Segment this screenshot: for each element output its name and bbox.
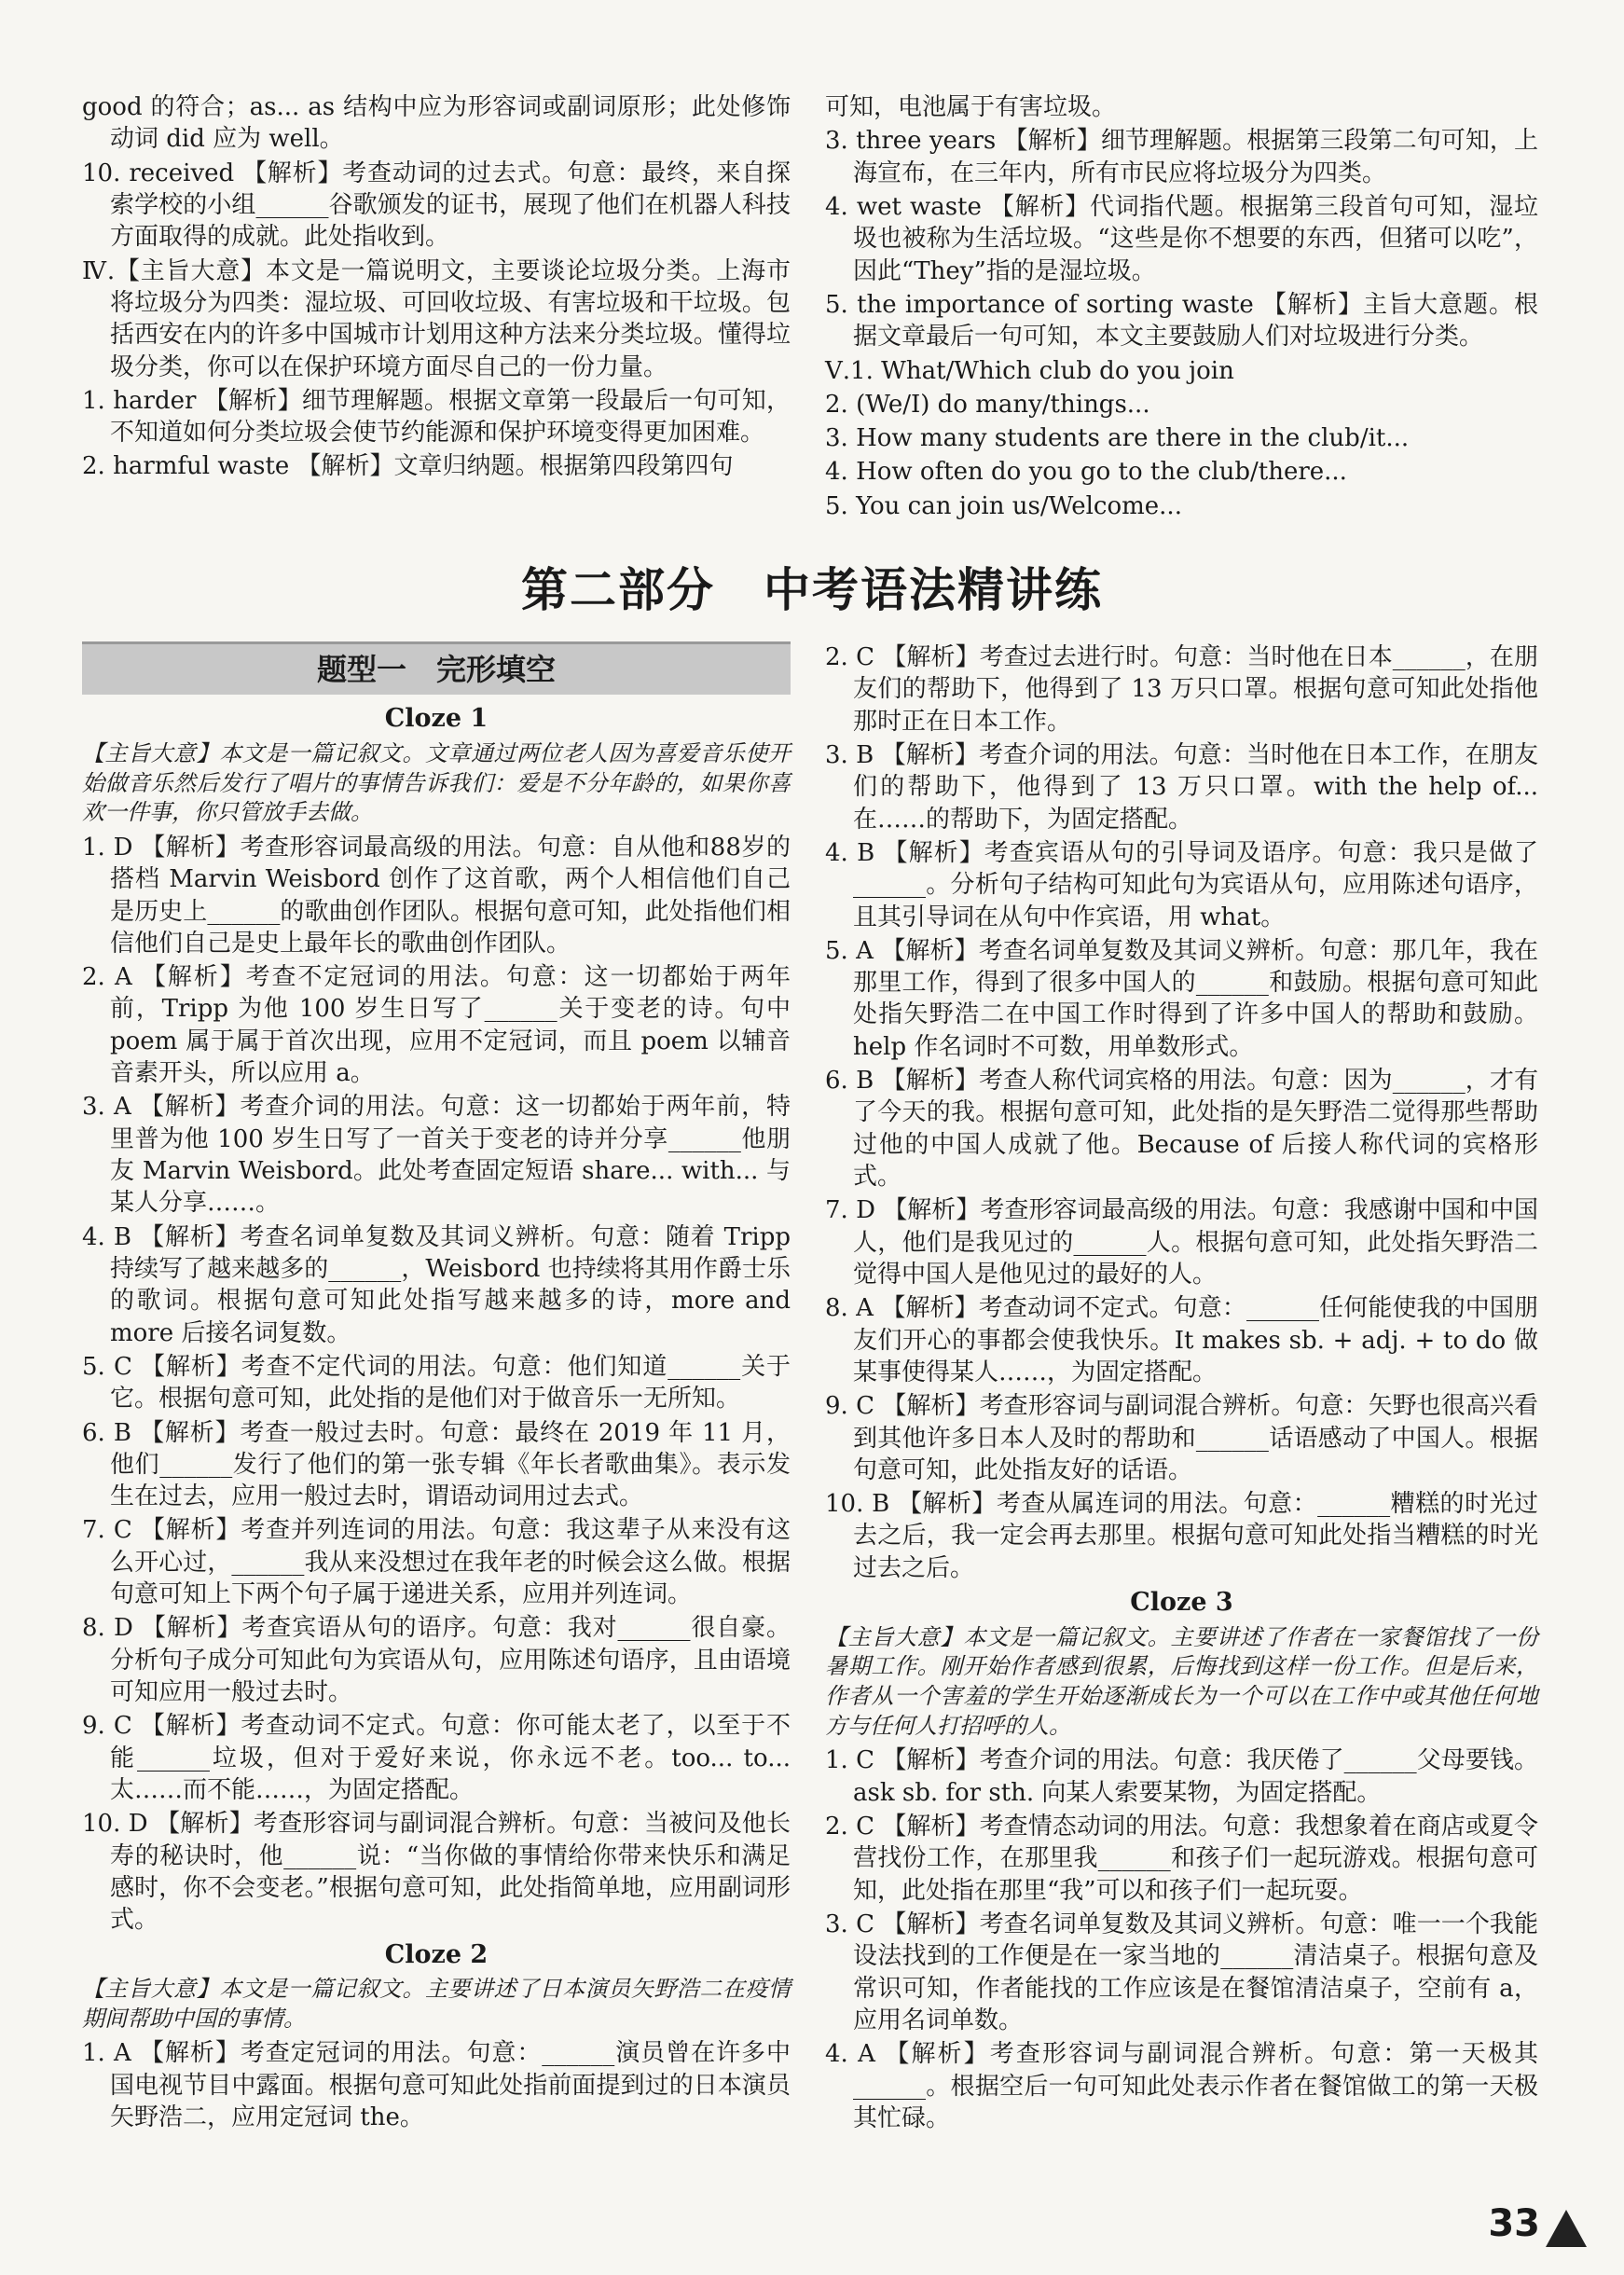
answer-item: 1. C 【解析】考查介词的用法。句意：我厌倦了______父母要钱。ask sb. for sth. 向某人索要某物，为固定搭配。: [825, 1746, 1538, 1807]
answer-item: 4. B 【解析】考查宾语从句的引导词及语序。句意：我只是做了______。分析句子结构可知此句为宾语从句，应用陈述句语序，且其引导词在从句中作宾语，用 what。: [825, 838, 1538, 931]
cloze1-summary: 【主旨大意】本文是一篇记叙文。文章通过两位老人因为喜爱音乐使开始做音乐然后发行了唱片的事情告诉我们：爱是不分年龄的，如果你喜欢一件事，你只管放手去做。: [82, 739, 791, 826]
answer-item: 3. three years 【解析】细节理解题。根据第三段第二句可知，上海宣布，在三年内，所有市民应将垃圾分为四类。: [825, 127, 1538, 187]
cloze1-answers: [82, 832, 791, 1937]
answer-item: 2. A 【解析】考查不定冠词的用法。句意：这一切都始于两年前，Tripp 为他 100 岁生日写了______关于变老的诗。句中 poem 属于属于首次出现，应用不定冠词，而且 poem 以辅音音素开头，所以应用 a。: [82, 963, 791, 1088]
answer-item: Ⅴ.1. What/Which club do you join: [825, 356, 1234, 385]
answer-item: 4. B 【解析】考查名词单复数及其词义辨析。句意：随着 Tripp 持续写了越来越多的______，Weisbord 也持续将其用作爵士乐的歌词。根据句意可知此处指写越来越多的诗，more and more 后接名词复数。: [82, 1222, 791, 1347]
cloze3-summary: 【主旨大意】本文是一篇记叙文。主要讲述了作者在一家餐馆找了一份暑期工作。刚开始作者感到很累，后悔找到这样一份工作。但是后来，作者从一个害羞的学生开始逐渐成长为一个可以在工作中或其他任何地方与任何人打招呼的人。: [825, 1623, 1538, 1739]
answer-item: 7. D 【解析】考查形容词最高级的用法。句意：我感谢中国和中国人，他们是我见过的______人。根据句意可知，此处指矢野浩二觉得中国人是他见过的最好的人。: [825, 1196, 1538, 1289]
answer-item: 2. C 【解析】考查过去进行时。句意：当时他在日本______，在朋友们的帮助下，他得到了 13 万只口罩。根据句意可知此处指他那时正在日本工作。: [825, 643, 1538, 736]
answer-item: 8. D 【解析】考查宾语从句的语序。句意：我对______很自豪。分析句子成分可知此句为宾语从句，应用陈述句语序，且由语境可知应用一般过去时。: [82, 1614, 791, 1706]
left-column: [82, 641, 791, 2135]
cloze1-title: Cloze 1: [384, 704, 489, 734]
answer-item: 3. C 【解析】考查名词单复数及其词义辨析。句意：唯一一个我能设法找到的工作便是在一家当地的______清洁桌子。根据句意及常识可知，作者能找的工作应该是在餐馆清洁桌子，空前有 a，应用名词单数。: [825, 1910, 1538, 2034]
answer-item: 4. How often do you go to the club/there...: [825, 458, 1347, 487]
publisher-logo-icon: [1546, 2210, 1587, 2247]
answer-item: 1. harder 【解析】细节理解题。根据文章第一段最后一句可知，不知道如何分类垃圾会使节约能源和保护环境变得更加困难。: [82, 386, 791, 448]
answer-item: 8. A 【解析】考查动词不定式。句意：______任何能使我的中国朋友们开心的事都会使我快乐。It makes sb. + adj. + to do 做某事使得某人……，为固定搭配。: [825, 1294, 1538, 1386]
answer-item: 3. B 【解析】考查介词的用法。句意：当时他在日本工作，在朋友们的帮助下，他得到了 13 万只口罩。with the help of... 在……的帮助下，为固定搭配。: [825, 740, 1538, 834]
answer-item: 4. A 【解析】考查形容词与副词混合辨析。句意：第一天极其______。根据空后一句可知此处表示作者在餐馆做工的第一天极其忙碌。: [825, 2040, 1538, 2132]
answer-item: 1. A 【解析】考查定冠词的用法。句意：______演员曾在许多中国电视节目中露面。根据句意可知此处指前面提到过的日本演员矢野浩二，应用定冠词 the。: [82, 2039, 791, 2132]
answer-item: 3. A 【解析】考查介词的用法。句意：这一切都始于两年前，特里普为他 100 岁生日写了一首关于变老的诗并分享______他朋友 Marvin Weisbord。此处考查固定短语 share... with... 与某人分享……。: [82, 1093, 791, 1218]
cloze2-title: Cloze 2: [384, 1939, 489, 1969]
answer-item: 6. B 【解析】考查一般过去时。句意：最终在 2019 年 11 月，他们______发行了他们的第一张专辑《年长者歌曲集》。表示发生在过去，应用一般过去时，谓语动词用过去式。: [82, 1418, 791, 1511]
answer-item: 4. wet waste 【解析】代词指代题。根据第三段首句可知，湿垃圾也被称为生活垃圾。“这些是你不想要的东西，但猪可以吃”，因此“They”指的是湿垃圾。: [825, 192, 1538, 285]
answer-item: 1. D 【解析】考查形容词最高级的用法。句意：自从他和88岁的搭档 Marvin Weisbord 创作了这首歌，两个人相信他们自己是历史上______的歌曲创作团队。根据句意可知，此处指他们相信他们自己是史上最年长的歌曲创作团队。: [82, 833, 791, 958]
page-number: 33: [1488, 2202, 1540, 2246]
answer-item: 7. C 【解析】考查并列连词的用法。句意：我这辈子从来没有这么开心过，______我从来没想过在我年老的时候会这么做。根据句意可知上下两个句子属于递进关系，应用并列连词。: [82, 1516, 791, 1609]
answer-item: 2. harmful waste 【解析】文章归纳题。根据第四段第四句: [82, 452, 734, 481]
answer-item: 5. A 【解析】考查名词单复数及其词义辨析。句意：那几年，我在那里工作，得到了很多中国人的______和鼓励。根据句意可知此处指矢野浩二在中国工作时得到了许多中国人的帮助和鼓励。help 作名词时不可数，用单数形式。: [825, 936, 1538, 1061]
answer-item: 5. You can join us/Welcome...: [825, 491, 1182, 520]
section-title: 第二部分 中考语法精讲练: [521, 563, 1103, 617]
answer-item: 可知，电池属于有害垃圾。: [825, 93, 1117, 121]
cloze3-answers: [825, 1744, 1538, 2134]
answer-item: 10. D 【解析】考查形容词与副词混合辨析。句意：当被问及他长寿的秘诀时，他______说：“当你做的事情给你带来快乐和满足感时，你不会变老。”根据句意可知，此处指简单地，应用副词形式。: [82, 1810, 791, 1935]
cloze3-title: Cloze 3: [1130, 1588, 1233, 1618]
answer-item: 5. the importance of sorting waste 【解析】主旨大意题。根据文章最后一句可知，本文主要鼓励人们对垃圾进行分类。: [825, 290, 1538, 352]
cloze2-answers-left: [82, 2037, 791, 2133]
answer-item: 9. C 【解析】考查形容词与副词混合辨析。句意：矢野也很高兴看到其他许多日本人及时的帮助和______话语感动了中国人。根据句意可知，此处指友好的话语。: [825, 1392, 1538, 1484]
answer-item: 5. C 【解析】考查不定代词的用法。句意：他们知道______关于它。根据句意可知，此处指的是他们对于做音乐一无所知。: [82, 1352, 791, 1413]
question-type-bar: 题型一 完形填空: [82, 641, 791, 695]
answer-item: 6. B 【解析】考查人称代词宾格的用法。句意：因为______，才有了今天的我。根据句意可知，此处指的是矢野浩二觉得那些帮助过他的中国人成就了他。Because of 后接人称代词的宾格形式。: [825, 1067, 1538, 1191]
answer-item: 2. C 【解析】考查情态动词的用法。句意：我想象着在商店或夏令营找份工作，在那里我______和孩子们一起玩游戏。根据句意可知，此处指在那里“我”可以和孩子们一起玩耍。: [825, 1813, 1538, 1905]
answer-item: 10. received 【解析】考查动词的过去式。句意：最终，来自探索学校的小组______谷歌颁发的证书，展现了他们在机器人科技方面取得的成就。此处指收到。: [82, 159, 791, 252]
cloze2-summary: 【主旨大意】本文是一篇记叙文。主要讲述了日本演员矢野浩二在疫情期间帮助中国的事情。: [82, 1976, 791, 2032]
right-top-column: [825, 91, 1538, 524]
right-column: [825, 641, 1538, 2136]
answer-item: 2. (We/I) do many/things...: [825, 390, 1150, 419]
answer-item: 9. C 【解析】考查动词不定式。句意：你可能太老了，以至于不能______垃圾，但对于爱好来说，你永远不老。too... to... 太……而不能……，为固定搭配。: [82, 1712, 791, 1804]
answer-item: 10. B 【解析】考查从属连词的用法。句意：______糟糕的时光过去之后，我一定会再去那里。根据句意可知此处指当糟糕的时光过去之后。: [825, 1490, 1538, 1582]
answer-item: good 的符合；as... as 结构中应为形容词或副词原形；此处修饰动词 did 应为 well。: [82, 93, 791, 154]
cloze2-answers-right: [825, 641, 1538, 1584]
answer-item: Ⅳ.【主旨大意】本文是一篇说明文，主要谈论垃圾分类。上海市将垃圾分为四类：湿垃圾、可回收垃圾、有害垃圾和干垃圾。包括西安在内的许多中国城市计划用这种方法来分类垃圾。懂得垃圾分类，你可以在保护环境方面尽自己的一份力量。: [82, 256, 791, 381]
answer-item: 3. How many students are there in the club/it...: [825, 424, 1410, 453]
left-top-column: [82, 91, 791, 485]
